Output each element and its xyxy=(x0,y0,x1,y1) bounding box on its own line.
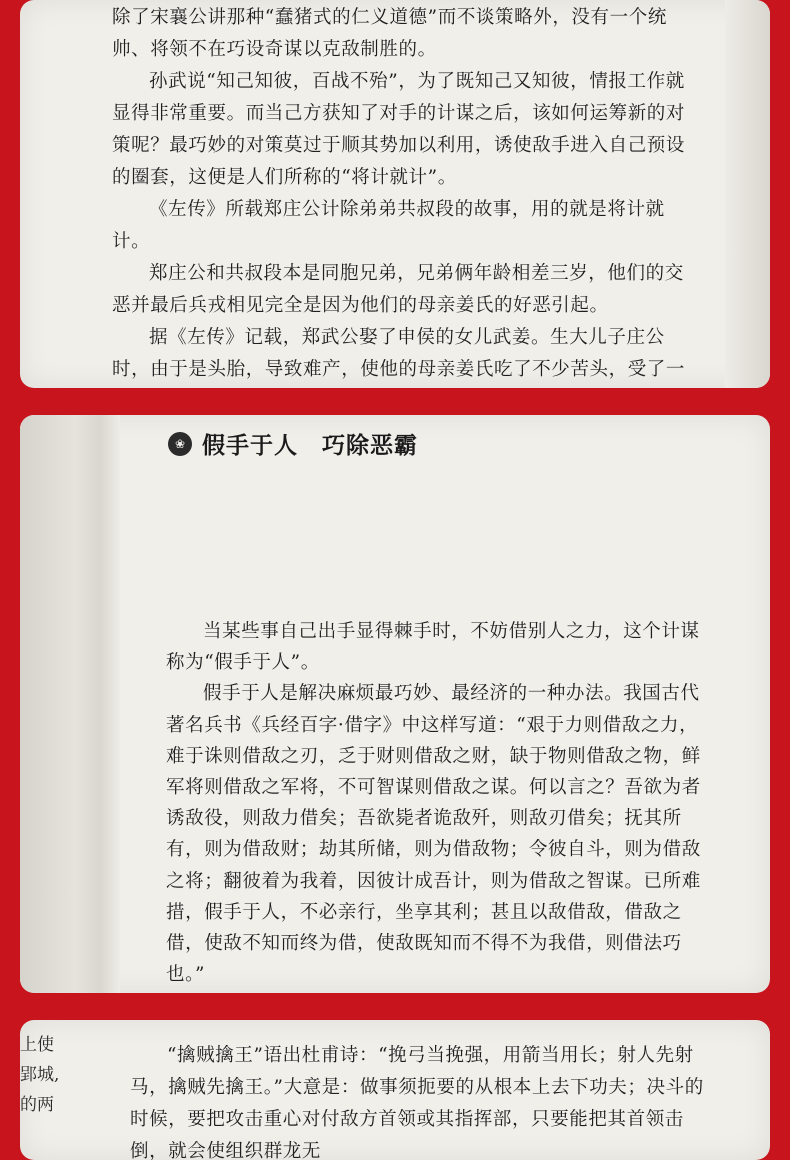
book-gutter xyxy=(20,415,120,993)
paragraph: 除了宋襄公讲那种“蠢猪式的仁义道德”而不谈策略外，没有一个统帅、将领不在巧设奇谋以克敌制胜的。 xyxy=(112,7,667,60)
paragraph xyxy=(166,990,710,993)
section-heading xyxy=(168,427,418,460)
edge-line: 上使 xyxy=(20,1035,54,1055)
page-text-3 xyxy=(130,1040,710,1160)
paragraph: 郑庄公和共叔段本是同胞兄弟，兄弟俩年龄相差三岁，他们的交恶并最后兵戎相见完全是因为他们的母亲姜氏的好恶引起。 xyxy=(112,263,684,316)
chapter-mark-icon: ❀ xyxy=(168,432,192,456)
paragraph: 据《左传》记载，郑武公娶了申侯的女儿武姜。生大儿子庄公时，由于是头胎，导致难产，使他的母亲姜氏吃了不少苦头，受了一 xyxy=(112,327,686,380)
paragraph: “擒贼擒王”语出杜甫诗：“挽弓当挽强，用箭当用长；射人先射马，擒贼先擒王。”大意是：做事须扼要的从根本上去下功夫；决斗的时候，要把攻击重心对付敌方首领或其指挥部，只要能把其首领击倒，就会使组织群龙无 xyxy=(130,1045,704,1160)
page-panel-2 xyxy=(20,415,770,993)
edge-line: 的两 xyxy=(20,1095,54,1115)
page-text-1 xyxy=(112,2,702,388)
paragraph: 当某些事自己出手显得棘手时，不妨借别人之力，这个计谋称为“假手于人”。 xyxy=(166,621,700,674)
paragraph: 《左传》所载郑庄公计除弟弟共叔段的故事，用的就是将计就计。 xyxy=(112,199,665,252)
section-title: 假手于人 巧除恶霸 xyxy=(202,432,418,459)
page-shadow xyxy=(725,0,770,388)
edge-line: 郢城, xyxy=(20,1065,60,1085)
facing-page-edge xyxy=(20,1030,59,1120)
paragraph: 假手于人是解决麻烦最巧妙、最经济的一种办法。我国古代著名兵书《兵经百字·借字》中这样写道：“艰于力则借敌之力，难于诛则借敌之刃，乏于财则借敌之财，缺于物则借敌之物，鲜军将则借敌之军将，不可智谋则借敌之谋。何以言之？吾欲为者诱敌役，则敌力借矣；吾欲毙者诡敌歼，则敌刃借矣；抚其所有，则为借敌财；劫其所储，则为借敌物；令彼自斗，则为借敌之将；翻彼着为我着，因彼计成吾计，则为借敌之智谋。已所难措，假手于人，不必亲行，坐享其利；甚且以敌借敌，借敌之借，使敌不知而终为借，使敌既知而不得不为我借，则借法巧也。” xyxy=(166,683,701,986)
page-panel-1 xyxy=(20,0,770,388)
page-panel-3 xyxy=(20,1020,770,1160)
paragraph: 孙武说“知己知彼，百战不殆”，为了既知己又知彼，情报工作就显得非常重要。而当己方获知了对手的计谋之后，该如何运筹新的对策呢？最巧妙的对策莫过于顺其势加以利用，诱使敌手进入自己预设的圈套，这便是人们所称的“将计就计”。 xyxy=(112,71,686,188)
page-text-2 xyxy=(166,616,710,993)
